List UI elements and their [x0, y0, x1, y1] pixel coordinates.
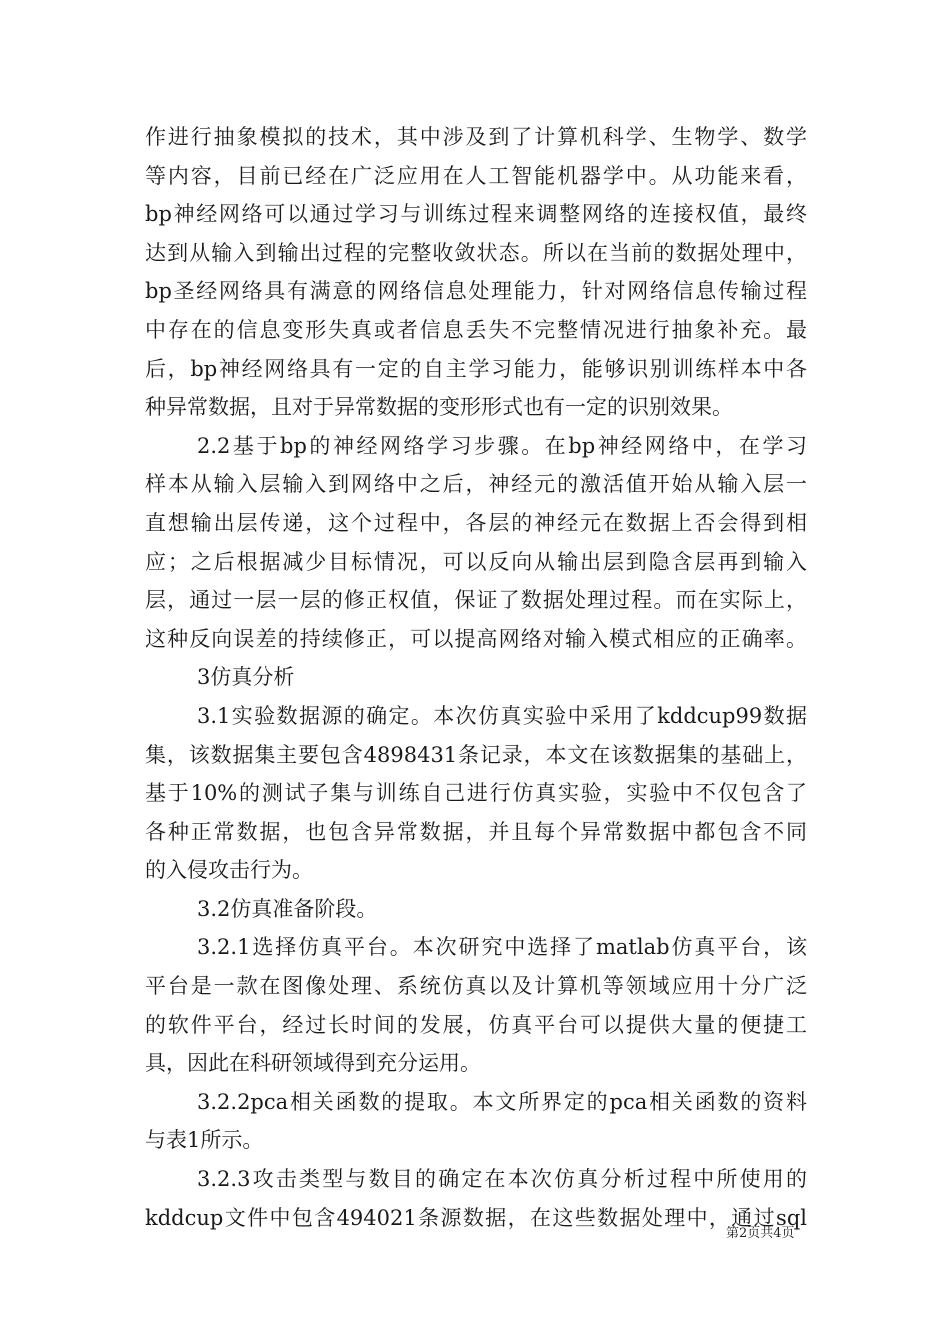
text-line: 层，通过一层一层的修正权值，保证了数据处理过程。而在实际上， [145, 588, 807, 613]
document-body [145, 118, 807, 1237]
text-line: kddcup文件中包含494021条源数据，在这些数据处理中，通过sql [145, 1205, 807, 1230]
text-line: 样本从输入层输入到网络中之后，神经元的激活值开始从输入层一 [145, 472, 807, 497]
text-line: 3.2.1选择仿真平台。本次研究中选择了matlab仿真平台，该 [197, 935, 807, 960]
text-line: 等内容，目前已经在广泛应用在人工智能机器学中。从功能来看， [145, 163, 807, 188]
text-line: 后，bp神经网络具有一定的自主学习能力，能够识别训练样本中各 [145, 356, 807, 381]
text-line: 达到从输入到输出过程的完整收敛状态。所以在当前的数据处理中， [145, 240, 807, 265]
text-line: 具，因此在科研领域得到充分运用。 [145, 1051, 481, 1076]
text-line: 这种反向误差的持续修正，可以提高网络对输入模式相应的正确率。 [145, 626, 807, 651]
text-line: 的入侵攻击行为。 [145, 858, 313, 883]
text-line: 作进行抽象模拟的技术，其中涉及到了计算机科学、生物学、数学 [145, 125, 807, 149]
text-line: 与表1所示。 [145, 1128, 264, 1153]
text-line: 直想输出层传递，这个过程中，各层的神经元在数据上否会得到相 [145, 510, 807, 535]
text-line: 中存在的信息变形失真或者信息丢失不完整情况进行抽象补充。最 [145, 317, 807, 342]
text-line: 3.2.3攻击类型与数目的确定在本次仿真分析过程中所使用的 [197, 1167, 807, 1192]
text-line: 各种正常数据，也包含异常数据，并且每个异常数据中都包含不同 [145, 819, 807, 844]
text-line: 的软件平台，经过长时间的发展，仿真平台可以提供大量的便捷工 [145, 1012, 807, 1037]
text-line: 3.1实验数据源的确定。本次仿真实验中采用了kddcup99数据 [197, 703, 807, 728]
text-line: 平台是一款在图像处理、系统仿真以及计算机等领域应用十分广泛 [145, 974, 807, 999]
text-line: 3.2仿真准备阶段。 [197, 896, 378, 921]
text-line: 2.2基于bp的神经网络学习步骤。在bp神经网络中，在学习 [197, 433, 807, 458]
text-line: bp神经网络可以通过学习与训练过程来调整网络的连接权值，最终 [145, 202, 807, 227]
text-line: 集，该数据集主要包含4898431条记录，本文在该数据集的基础上， [145, 742, 807, 767]
text-line: 种异常数据，且对于异常数据的变形形式也有一定的识别效果。 [145, 395, 733, 420]
text-line: bp圣经网络具有满意的网络信息处理能力，针对网络信息传输过程 [145, 279, 807, 304]
text-line: 基于10%的测试子集与训练自己进行仿真实验，实验中不仅包含了 [145, 781, 807, 806]
text-line: 3.2.2pca相关函数的提取。本文所界定的pca相关函数的资料 [197, 1089, 807, 1114]
text-line: 3仿真分析 [197, 665, 295, 690]
page-number: 第2页共4页 [726, 1226, 795, 1241]
text-line: 应；之后根据减少目标情况，可以反向从输出层到隐含层再到输入 [145, 549, 807, 574]
